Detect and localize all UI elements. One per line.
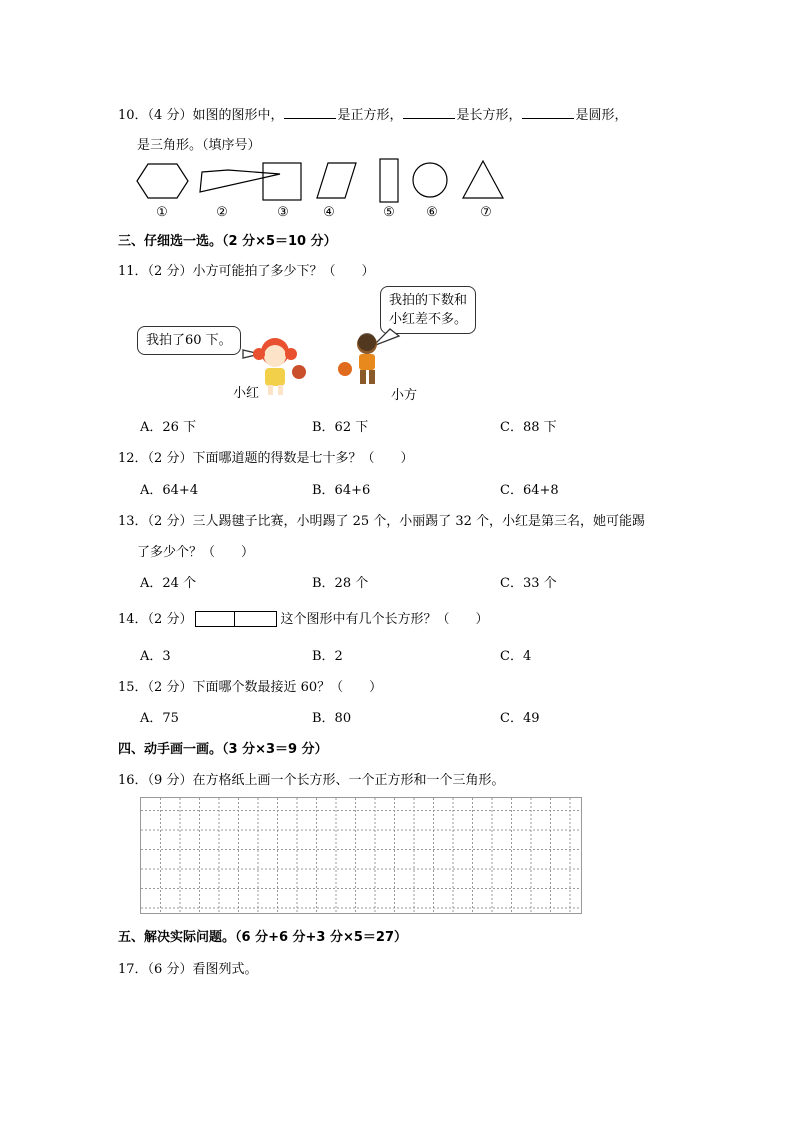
q15-text: 15．（2 分）下面哪个数最接近 60？（ ） bbox=[118, 680, 383, 695]
q12-option-c[interactable]: C．64+8 bbox=[500, 483, 559, 498]
q10-line2: 是三角形。（填序号） bbox=[137, 138, 261, 153]
answer-blank-rectangle[interactable] bbox=[403, 104, 455, 119]
q17-text: 17．（6 分）看图列式。 bbox=[118, 962, 258, 977]
name-label-left: 小红 bbox=[233, 386, 260, 401]
q11-option-b[interactable]: B．62 下 bbox=[312, 420, 369, 435]
q15-option-b[interactable]: B．80 bbox=[312, 711, 352, 726]
shape-label-7: ⑦ bbox=[480, 205, 492, 220]
speech-bubble-left: 我拍了60 下。 bbox=[137, 326, 241, 355]
quadrilateral-shape bbox=[200, 170, 280, 192]
q10-line1: 10．（4 分）如图的图形中， 是正方形， 是长方形， 是圆形， bbox=[118, 104, 628, 123]
q13-line2: 了多少个？（ ） bbox=[137, 545, 255, 560]
section-title-5: 五、解决实际问题。（6 分+6 分+3 分×5＝27） bbox=[118, 930, 408, 945]
q11-text: 11．（2 分）小方可能拍了多少下？（ ） bbox=[118, 264, 375, 279]
answer-blank-circle[interactable] bbox=[522, 104, 574, 119]
q15-option-c[interactable]: C．49 bbox=[500, 711, 540, 726]
q11-option-c[interactable]: C．88 下 bbox=[500, 420, 557, 435]
shape-label-4: ④ bbox=[323, 205, 335, 220]
two-rectangles-figure bbox=[195, 611, 277, 627]
q14-text: 14．（2 分） 这个图形中有几个长方形？（ ） bbox=[118, 612, 489, 627]
q13-option-c[interactable]: C．33 个 bbox=[500, 576, 557, 591]
boy-figure bbox=[338, 333, 377, 384]
girl-figure bbox=[253, 338, 306, 395]
shape-label-2: ② bbox=[216, 205, 228, 220]
speech-bubble-right: 我拍的下数和 小红差不多。 bbox=[380, 286, 476, 334]
drawing-grid[interactable] bbox=[140, 797, 582, 914]
shape-label-3: ③ bbox=[277, 205, 289, 220]
q14-option-c[interactable]: C．4 bbox=[500, 649, 532, 664]
answer-blank-square[interactable] bbox=[284, 104, 336, 119]
triangle-shape bbox=[463, 161, 503, 198]
q12-text: 12．（2 分）下面哪道题的得数是七十多？（ ） bbox=[118, 451, 414, 466]
q13-option-b[interactable]: B．28 个 bbox=[312, 576, 369, 591]
q14-option-a[interactable]: A．3 bbox=[140, 649, 171, 664]
name-label-right: 小方 bbox=[391, 388, 418, 403]
q11-illustration bbox=[135, 284, 485, 402]
hexagon-shape bbox=[137, 164, 188, 198]
q12-option-b[interactable]: B．64+6 bbox=[312, 483, 371, 498]
shape-label-1: ① bbox=[156, 205, 168, 220]
q14-option-b[interactable]: B．2 bbox=[312, 649, 343, 664]
shape-label-6: ⑥ bbox=[426, 205, 438, 220]
q13-line1: 13．（2 分）三人踢毽子比赛，小明踢了 25 个，小丽踢了 32 个，小红是第三名，她可能踢 bbox=[118, 514, 646, 529]
section-title-3: 三、仔细选一选。（2 分×5＝10 分） bbox=[118, 234, 337, 249]
q15-option-a[interactable]: A．75 bbox=[140, 711, 179, 726]
grid-lines bbox=[141, 798, 581, 913]
q16-text: 16．（9 分）在方格纸上画一个长方形、一个正方形和一个三角形。 bbox=[118, 773, 505, 788]
children-drawing bbox=[135, 284, 485, 402]
circle-shape bbox=[413, 163, 447, 197]
square-shape bbox=[263, 163, 301, 200]
section-title-4: 四、动手画一画。（3 分×3＝9 分） bbox=[118, 742, 328, 757]
q11-option-a[interactable]: A．26 下 bbox=[140, 420, 197, 435]
parallelogram-shape bbox=[317, 163, 356, 198]
shape-label-5: ⑤ bbox=[383, 205, 395, 220]
q12-option-a[interactable]: A．64+4 bbox=[140, 483, 199, 498]
rectangle-shape bbox=[380, 159, 398, 202]
q13-option-a[interactable]: A．24 个 bbox=[140, 576, 197, 591]
